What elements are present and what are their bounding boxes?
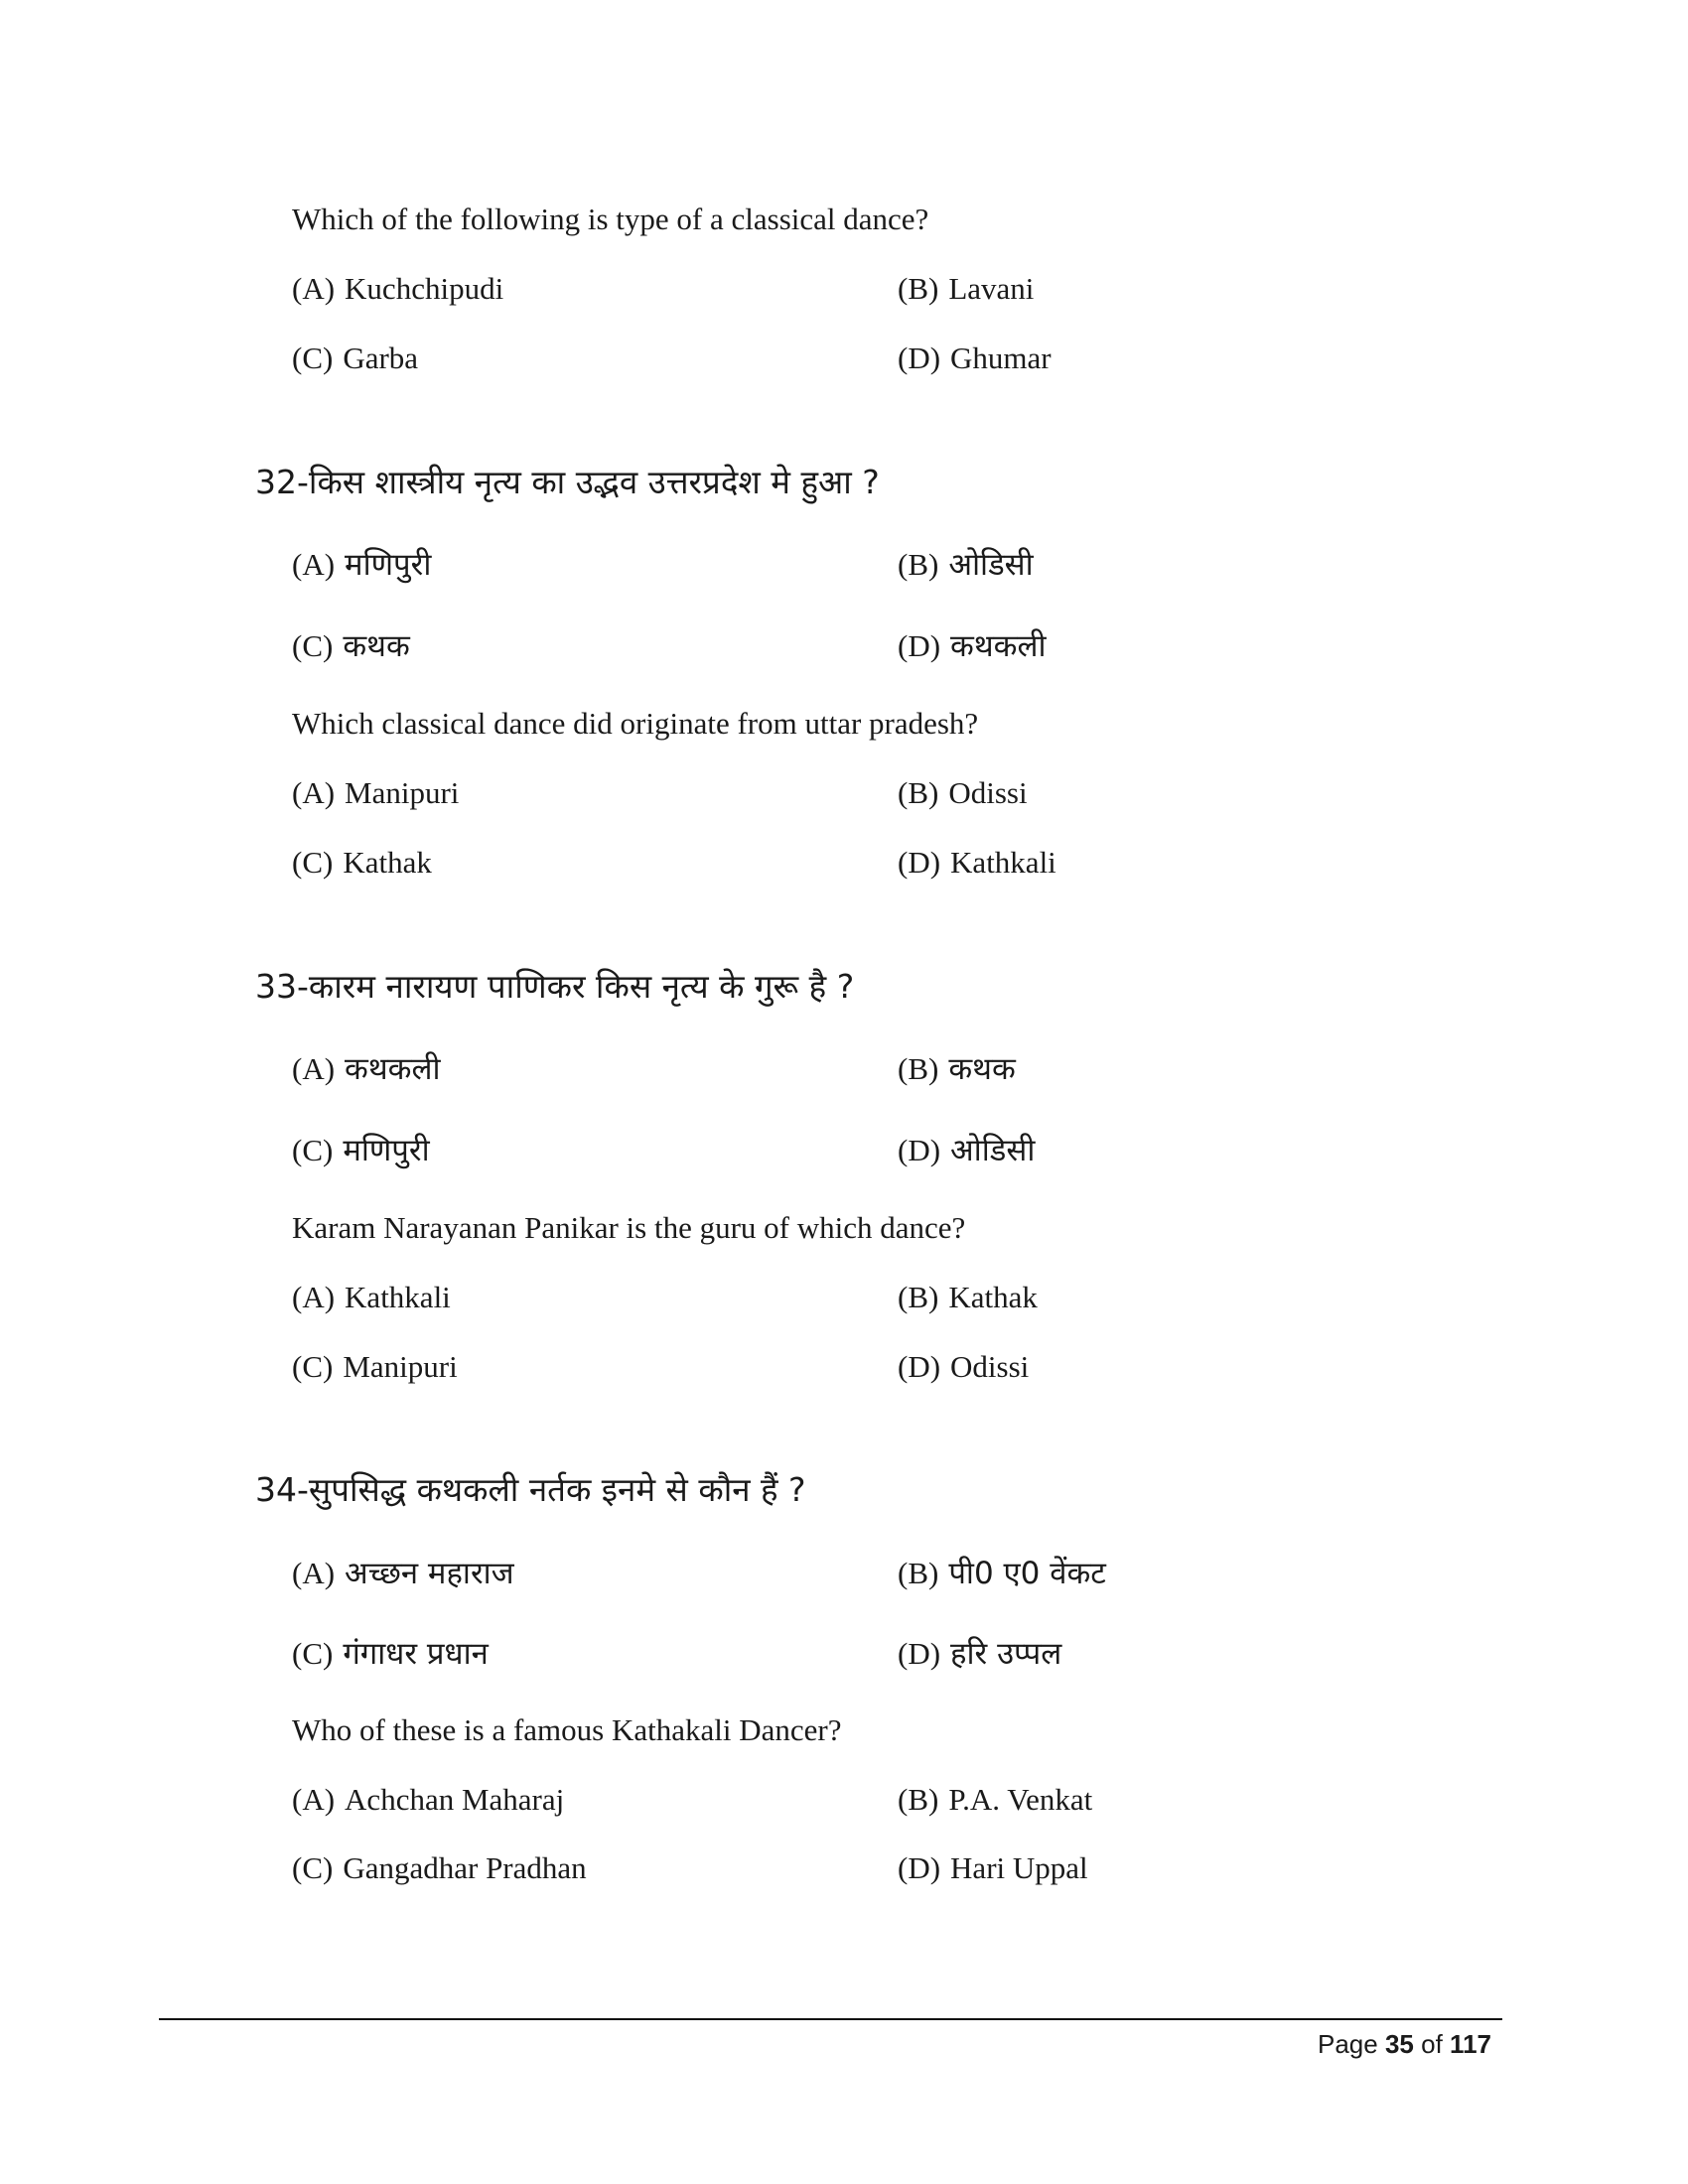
option-b [898,269,1034,309]
option-letter: (D) [898,1636,941,1671]
option-text: P.A. Venkat [948,1782,1093,1817]
option-c [292,1848,587,1888]
option-letter: (C) [292,1636,334,1671]
option-letter: (C) [292,1133,334,1167]
question-text: Which classical dance did originate from uttar pradesh? [292,706,979,741]
option-letter: (C) [292,1850,334,1885]
option-c [292,1347,458,1387]
option-c [292,843,432,883]
option-letter: (A) [292,547,336,582]
option-text: Kathak [948,1280,1038,1314]
option-c-hindi [292,626,410,666]
option-letter: (A) [292,1280,336,1314]
option-b-hindi [898,545,1034,585]
option-letter: (D) [898,845,941,880]
question-text: Karam Narayanan Panikar is the guru of which dance? [292,1210,966,1245]
option-letter: (B) [898,1782,939,1817]
question-heading-hindi: 34-सुपसिद्ध कथकली नर्तक इनमे से कौन हैं ? [255,1470,806,1509]
option-letter: (A) [292,775,336,810]
option-letter: (A) [292,1782,336,1817]
question-text: Who of these is a famous Kathakali Dancer? [292,1712,842,1747]
option-text: Lavani [948,271,1035,306]
question-heading-hindi: 32-किस शास्त्रीय नृत्य का उद्भव उत्तरप्रदेश मे हुआ ? [255,463,880,501]
option-text: मणिपुरी [343,1133,430,1168]
option-d [898,339,1052,378]
option-c [292,339,418,378]
option-a [292,269,503,309]
total-pages: 117 [1450,2029,1491,2059]
option-d [898,1848,1088,1888]
option-text: कथकली [345,1051,441,1087]
option-text: Kathak [343,845,432,880]
option-letter: (B) [898,1556,939,1590]
current-page: 35 [1384,2029,1414,2059]
option-b-hindi [898,1049,1016,1089]
option-letter: (C) [292,341,334,375]
option-text: Manipuri [345,775,460,810]
option-text: Gangadhar Pradhan [343,1850,587,1885]
option-text: ओडिसी [948,547,1034,583]
option-d [898,843,1056,883]
option-b [898,773,1028,813]
option-a-hindi [292,1554,514,1593]
option-b-hindi [898,1554,1106,1593]
option-letter: (B) [898,1051,939,1086]
option-d-hindi [898,1131,1035,1170]
option-letter: (B) [898,271,939,306]
option-letter: (A) [292,1556,336,1590]
option-letter: (B) [898,547,939,582]
option-a [292,1780,564,1820]
option-text: Kathkali [345,1280,451,1314]
option-letter: (C) [292,845,334,880]
option-text: Kuchchipudi [345,271,504,306]
option-letter: (C) [292,628,334,663]
option-letter: (D) [898,1133,941,1167]
option-text: Odissi [948,775,1028,810]
option-c-hindi [292,1634,489,1674]
option-text: अच्छन महाराज [345,1556,514,1591]
option-a [292,773,459,813]
option-text: गंगाधर प्रधान [343,1636,489,1672]
option-letter: (C) [292,1349,334,1384]
option-d [898,1347,1029,1387]
option-letter: (A) [292,271,336,306]
option-a-hindi [292,1049,441,1089]
option-text: मणिपुरी [345,547,432,583]
page-number [1318,2027,1491,2061]
option-letter: (B) [898,775,939,810]
option-letter: (D) [898,1850,941,1885]
option-letter: (D) [898,341,941,375]
question-text: Which of the following is type of a classical dance? [292,202,929,236]
option-d-hindi [898,626,1047,666]
option-text: Achchan Maharaj [345,1782,565,1817]
option-text: कथकली [950,628,1047,664]
option-text: Ghumar [950,341,1052,375]
option-text: Odissi [950,1349,1030,1384]
option-text: कथक [343,628,410,664]
page-word: Page [1318,2029,1378,2059]
option-letter: (A) [292,1051,336,1086]
question-heading-hindi: 33-कारम नारायण पाणिकर किस नृत्य के गुरू है ? [255,967,855,1006]
option-a [292,1278,451,1317]
of-word: of [1421,2029,1443,2059]
option-text: Garba [343,341,419,375]
option-text: Kathkali [950,845,1056,880]
footer-divider [159,2018,1502,2020]
option-letter: (D) [898,628,941,663]
option-b [898,1780,1092,1820]
option-d-hindi [898,1634,1061,1674]
option-text: कथक [948,1051,1016,1087]
option-c-hindi [292,1131,430,1170]
option-letter: (D) [898,1349,941,1384]
option-text: Manipuri [343,1349,458,1384]
option-text: पी0 ए0 वेंकट [948,1556,1106,1591]
option-a-hindi [292,545,431,585]
option-b [898,1278,1038,1317]
option-letter: (B) [898,1280,939,1314]
option-text: ओडिसी [950,1133,1036,1168]
option-text: Hari Uppal [950,1850,1088,1885]
option-text: हरि उप्पल [950,1636,1062,1672]
